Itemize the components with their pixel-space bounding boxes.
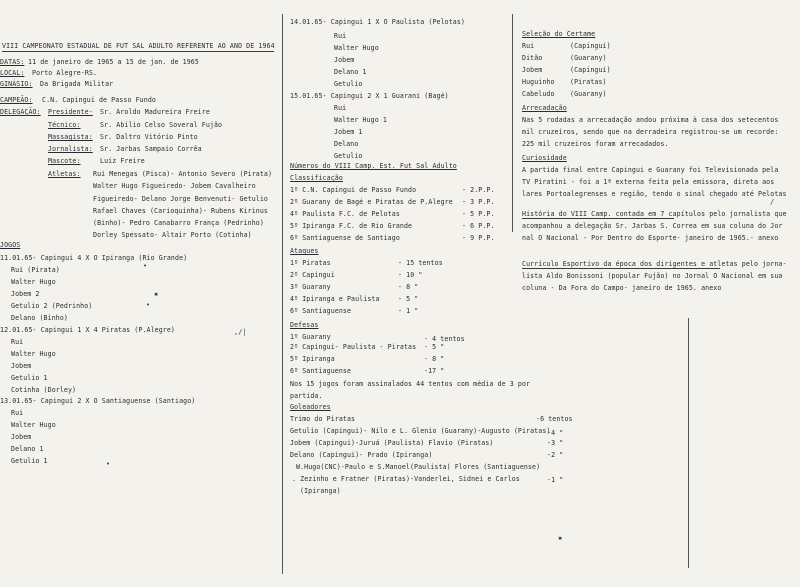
defesas-value: - 5 " (424, 343, 445, 351)
campeao-label: CAMPEÃO: (0, 96, 33, 104)
scan-mark: ▪ (558, 534, 563, 542)
arrecadacao-line: 225 mil cruzeiros foram arrecadados. (522, 140, 669, 148)
player-line: Rui (334, 104, 347, 112)
atletas-line: Figueiredo- Delano Jorge Benvenuti- Getulio (93, 195, 268, 203)
jornalista-value: Sr. Jarbas Sampaio Corrêa (100, 145, 202, 153)
selecao-player: Rui (522, 42, 535, 50)
classificacao-entry: 4º Paulista F.C. de Pelotas (290, 210, 400, 218)
curriculo-underline (522, 268, 720, 269)
ataques-value: - 5 " (398, 295, 419, 303)
scan-mark: • (106, 460, 111, 468)
player-line: Rui (Pirata) (11, 266, 60, 274)
player-line: Walter Hugo 1 (334, 116, 387, 124)
delegacao-label: DELEGAÇÃO: (0, 108, 41, 116)
goleadores-entry: Getulio (Capingui)- Nilo e L. Glenio (Guarany)-Augusto (Piratas) (290, 427, 551, 435)
column-divider-left (282, 14, 283, 574)
player-line: Delano 1 (11, 445, 44, 453)
scan-mark: / (770, 198, 775, 206)
selecao-player: Cabeludo (522, 90, 555, 98)
atletas-line: Walter Hugo Figueiredo- Jobem Cavalheiro (93, 182, 256, 190)
massagista-value: Sr. Daltro Vitório Pinto (100, 133, 198, 141)
curriculo-line: lista Aldo Bonissoni (popular Fujão) no Jornal O Nacional em sua (522, 272, 783, 280)
player-line: Rui (11, 338, 24, 346)
atletas-line: Rui Menegas (Pisca)- Antonio Severo (Pirata) (93, 170, 273, 178)
player-line: Jobem 1 (334, 128, 363, 136)
defesas-entry: 5º Ipiranga (290, 355, 335, 363)
mascote-label: Mascote: (48, 157, 81, 165)
ataques-value: - 1 " (398, 307, 419, 315)
game-result: 15.01.65- Capingui 2 X 1 Guarani (Bagé) (290, 92, 449, 100)
massagista-label: Massagista: (48, 133, 93, 141)
classificacao-label: Classificação (290, 174, 343, 182)
scan-mark: ▪ (154, 290, 159, 298)
classificacao-points: - 5 P.P. (462, 210, 495, 218)
goleadores-entry: W.Hugo(CNC)-Paulo e S.Manoel(Paulista) Flores (Santiaguense) (296, 463, 541, 471)
numeros-title: Números do VIII Camp. Est. Fut Sal Adulto (290, 162, 457, 170)
goleadores-label: Goleadores (290, 403, 331, 411)
selecao-club: (Guarany) (570, 54, 607, 62)
player-line: Rui (334, 32, 347, 40)
ataques-entry: 3º Guarany (290, 283, 331, 291)
player-line: Jobem (334, 56, 355, 64)
player-line: Rui (11, 409, 24, 417)
goleadores-entry: Jobem (Capingui)-Juruá (Paulista) Flavio (Piratas) (290, 439, 494, 447)
selecao-player: Huguinho (522, 78, 555, 86)
goleadores-entry: Trimo do Piratas (290, 415, 356, 423)
ginasio-label: GINÁSIO: (0, 80, 33, 88)
ataques-entry: 1º Piratas (290, 259, 331, 267)
player-line: Cotinha (Dorley) (11, 386, 77, 394)
game-result: 13.01.65- Capingui 2 X O Santiaguense (Santiago) (0, 397, 196, 405)
player-line: Getulio (334, 152, 363, 160)
atletas-line: Dorley Spessato- Altair Porto (Cotinha) (93, 231, 252, 239)
datas-label: DATAS: (0, 58, 25, 66)
goleadores-value: -1 " (547, 476, 564, 484)
historia-line: acompanhou a delegação Sr. Jarbas S. Correa em sua coluna do Jor (522, 222, 783, 230)
selecao-label: Seleção do Certame (522, 30, 596, 38)
defesas-entry: 2º Capingui- Paulista - Piratas (290, 343, 417, 351)
game-result: 14.01.65- Capingui 1 X O Paulista (Pelotas) (290, 18, 465, 26)
selecao-club: (Guarany) (570, 90, 607, 98)
goleadores-value: -4 " (547, 429, 564, 437)
defesas-value: - 4 tentos (424, 335, 465, 343)
player-line: Walter Hugo (11, 350, 56, 358)
curriculo-line: coluna - Da Fora do Campo- janeiro de 1965. anexo (522, 284, 722, 292)
defesas-value: - 8 " (424, 355, 445, 363)
classificacao-entry: 1º C.N. Capingui de Passo Fundo (290, 186, 417, 194)
datas-value: 11 de janeiro de 1965 a 15 de jan. de 1965 (28, 58, 199, 66)
historia-line: História do VIII Camp. contada em 7 capítulos pelo jornalista que (522, 210, 787, 218)
ataques-value: - 8 " (398, 283, 419, 291)
summary-line: partida. (290, 392, 323, 400)
game-result: 11.01.65- Capingui 4 X O Ipiranga (Rio Grande) (0, 254, 188, 262)
player-line: Walter Hugo (11, 421, 56, 429)
player-line: Getulio (334, 80, 363, 88)
goleadores-entry: Delano (Capingui)- Prado (Ipiranga) (290, 451, 433, 459)
defesas-label: Defesas (290, 321, 319, 329)
goleadores-value: -3 " (547, 439, 564, 447)
arrecadacao-label: Arrecadação (522, 104, 567, 112)
title-underline (2, 51, 274, 52)
atletas-line: (Binho)- Pedro Canabarro França (Pedrinho) (93, 219, 264, 227)
ataques-entry: 6º Santiaguense (290, 307, 352, 315)
player-line: Delano 1 (334, 68, 367, 76)
historia-line: nal O Nacional - Por Dentro do Esporte- janeiro de 1965.- anexo (522, 234, 779, 242)
player-line: Getulio 1 (11, 457, 48, 465)
scan-mark: • (146, 301, 151, 309)
page-title: VIII CAMPEONATO ESTADUAL DE FUT SAL ADULTO REFERENTE AO ANO DE 1964 (2, 42, 275, 50)
presidente-label: Presidente- (48, 108, 93, 116)
selecao-club: (Capingui) (570, 42, 611, 50)
player-line: Jobem (11, 433, 32, 441)
defesas-value: -17 " (424, 367, 445, 375)
classificacao-entry: 5º Ipiranga F.C. de Rio Grande (290, 222, 413, 230)
selecao-club: (Capingui) (570, 66, 611, 74)
classificacao-points: - 3 P.P. (462, 198, 495, 206)
atletas-line: Rafael Chaves (Carioquinha)- Rubens Kirinus (93, 207, 268, 215)
curiosidade-line: A partida final entre Capingui e Guarany foi Televisionada pela (522, 166, 779, 174)
classificacao-entry: 2º Guarany de Bagé e Piratas de P.Alegre (290, 198, 453, 206)
curriculo-line: Currículo Esportivo da época dos dirigentes e atletas pelo jorna- (522, 260, 787, 268)
mascote-value: Luiz Freire (100, 157, 145, 165)
goleadores-value: -2 " (547, 451, 564, 459)
player-line: Getulio 2 (Pedrinho) (11, 302, 93, 310)
player-line: Jobem (11, 362, 32, 370)
scan-mark: • (143, 262, 148, 270)
arrecadacao-line: Nas 5 rodadas a arrecadação andou próxima à casa dos setecentos (522, 116, 779, 124)
selecao-player: Ditão (522, 54, 543, 62)
curiosidade-line: TV Piratini - foi a 1ª externa feita pela emissora, direta aos (522, 178, 775, 186)
presidente-value: Sr. Aroldo Madureira Freire (100, 108, 210, 116)
player-line: Delano (Binho) (11, 314, 68, 322)
player-line: Walter Hugo (334, 44, 379, 52)
classificacao-points: - 2.P.P. (462, 186, 495, 194)
defesas-entry: 6º Santiaguense (290, 367, 352, 375)
classificacao-entry: 6º Santiaguense de Santiago (290, 234, 400, 242)
goleadores-entry: . Zezinho e Fratner (Piratas)-Vanderlei, Sidnei e Carlos (292, 475, 520, 483)
jornalista-label: Jornalista: (48, 145, 93, 153)
jogos-label: JOGOS (0, 241, 21, 249)
classificacao-points: - 6 P.P. (462, 222, 495, 230)
player-line: Delano (334, 140, 359, 148)
ataques-value: - 10 " (398, 271, 423, 279)
defesas-entry: 1º Guarany (290, 333, 331, 341)
tecnico-value: Sr. Abílio Celso Soveral Fujão (100, 121, 223, 129)
summary-line: Nos 15 jogos foram assinalados 44 tentos com média de 3 por (290, 380, 531, 388)
player-line: Jobem 2 (11, 290, 40, 298)
classificacao-points: - 9 P.P. (462, 234, 495, 242)
curiosidade-line: lares Portoalegrenses e região, tendo o sinal chegado até Pelotas (522, 190, 787, 198)
selecao-player: Jobem (522, 66, 543, 74)
scan-mark: ,/| (234, 328, 247, 336)
goleadores-entry: (Ipiranga) (300, 487, 341, 495)
game-result: 12.01.65- Capingui 1 X 4 Piratas (P.Alegre) (0, 326, 175, 334)
curiosidade-label: Curiosidade (522, 154, 567, 162)
player-line: Getulio 1 (11, 374, 48, 382)
local-value: Porto Alegre-RS. (32, 69, 98, 77)
atletas-label: Atletas: (48, 170, 81, 178)
local-label: LOCAL: (0, 69, 25, 77)
ataques-entry: 4º Ipiranga e Paulista (290, 295, 380, 303)
goleadores-value: -6 tentos (536, 415, 573, 423)
tecnico-label: Técnico: (48, 121, 81, 129)
ataques-label: Ataques (290, 247, 319, 255)
campeao-value: C.N. Capingui de Passo Fundo (42, 96, 156, 104)
column-divider-right (512, 14, 513, 232)
ginasio-value: Da Brigada Militar (40, 80, 114, 88)
arrecadacao-line: mil cruzeiros, sendo que na derradeira registrou-se um recorde: (522, 128, 779, 136)
ataques-entry: 2º Capingui (290, 271, 335, 279)
selecao-club: (Piratas) (570, 78, 607, 86)
column-divider-right-lower (688, 318, 689, 568)
historia-underline (522, 218, 674, 219)
player-line: Walter Hugo (11, 278, 56, 286)
ataques-value: - 15 tentos (398, 259, 443, 267)
